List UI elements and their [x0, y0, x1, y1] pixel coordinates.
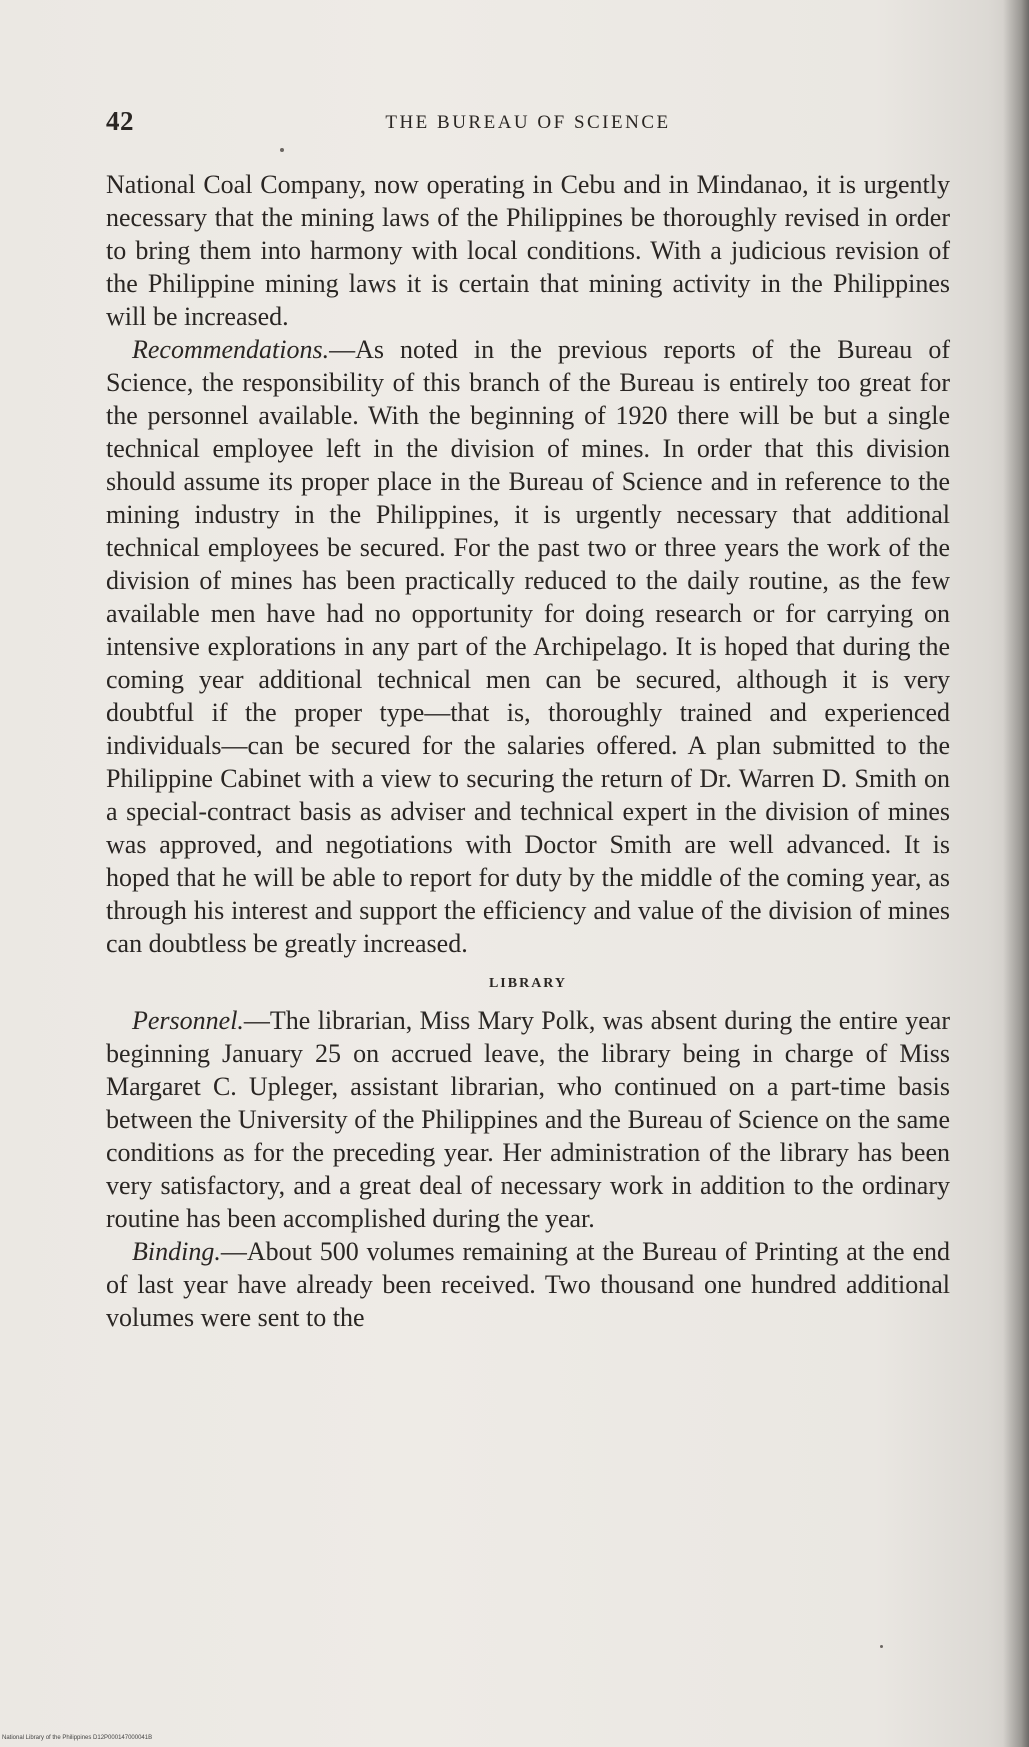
paragraph-personnel	[106, 1004, 950, 1235]
paragraph-lead: Binding.	[132, 1237, 221, 1266]
paragraph-binding	[106, 1235, 950, 1334]
paper-speck	[880, 1645, 883, 1648]
paragraph-lead: Personnel.	[132, 1006, 244, 1035]
paragraph-recommendations	[106, 333, 950, 960]
page-number: 42	[106, 106, 134, 136]
section-heading-library: LIBRARY	[488, 976, 568, 991]
paragraph-text: National Coal Company, now operating in Cebu and in Mindanao, it is urgently necessary that the mining laws of the Philippines be thoroughly revised in order to bring them into harmony with local conditions. With a judicious revision of the Philippine mining laws it is certain that mining activity in the Philippines will be increased.	[106, 170, 950, 331]
paragraph-mining-laws	[106, 168, 950, 333]
paragraph-lead: Recommendations.	[132, 335, 330, 364]
paragraph-text: —The librarian, Miss Mary Polk, was absent during the entire year beginning January 25 on accrued leave, the library being in charge of Miss Margaret C. Upleger, assistant librarian, who continued on a part-time basis between the University of the Philippines and the Bureau of Science on the same conditions as for the preceding year. Her administration of the library has been very satisfactory, and a great deal of necessary work in addition to the ordinary routine has been accomplished during the year.	[106, 1006, 950, 1233]
running-head: THE BUREAU OF SCIENCE	[385, 112, 671, 133]
body-text	[106, 168, 950, 1334]
paragraph-text: —About 500 volumes remaining at the Bureau of Printing at the end of last year have already been received. Two thousand one hundred additional volumes were sent to the	[106, 1237, 950, 1332]
paper-speck	[280, 148, 284, 152]
page-edge-shadow	[1003, 0, 1029, 1747]
paragraph-text: —As noted in the previous reports of the Bureau of Science, the responsibility of this branch of the Bureau is entirely too great for the personnel available. With the beginning of 1920 there will be but a single technical employee left in the division of mines. In order that this division should assume its proper place in the Bureau of Science and in reference to the mining industry in the Philippines, it is urgently necessary that additional technical employees be secured. For the past two or three years the work of the division of mines has been practically reduced to the daily routine, as the few available men have had no opportunity for doing research or for carrying on intensive explorations in any part of the Archipelago. It is hoped that during the coming year additional technical men can be secured, although it is very doubtful if the proper type—that is, thoroughly trained and experienced individuals—can be secured for the salaries offered. A plan submitted to the Philippine Cabinet with a view to securing the return of Dr. Warren D. Smith on a special-contract basis as adviser and technical expert in the division of mines was approved, and negotiations with Doctor Smith are well advanced. It is hoped that he will be able to report for duty by the middle of the coming year, as through his interest and support the efficiency and value of the division of mines can doubtless be greatly increased.	[106, 335, 950, 958]
page-header	[106, 106, 950, 146]
scan-footer-note: National Library of the Philippines D12P000147000041B	[2, 1735, 153, 1741]
